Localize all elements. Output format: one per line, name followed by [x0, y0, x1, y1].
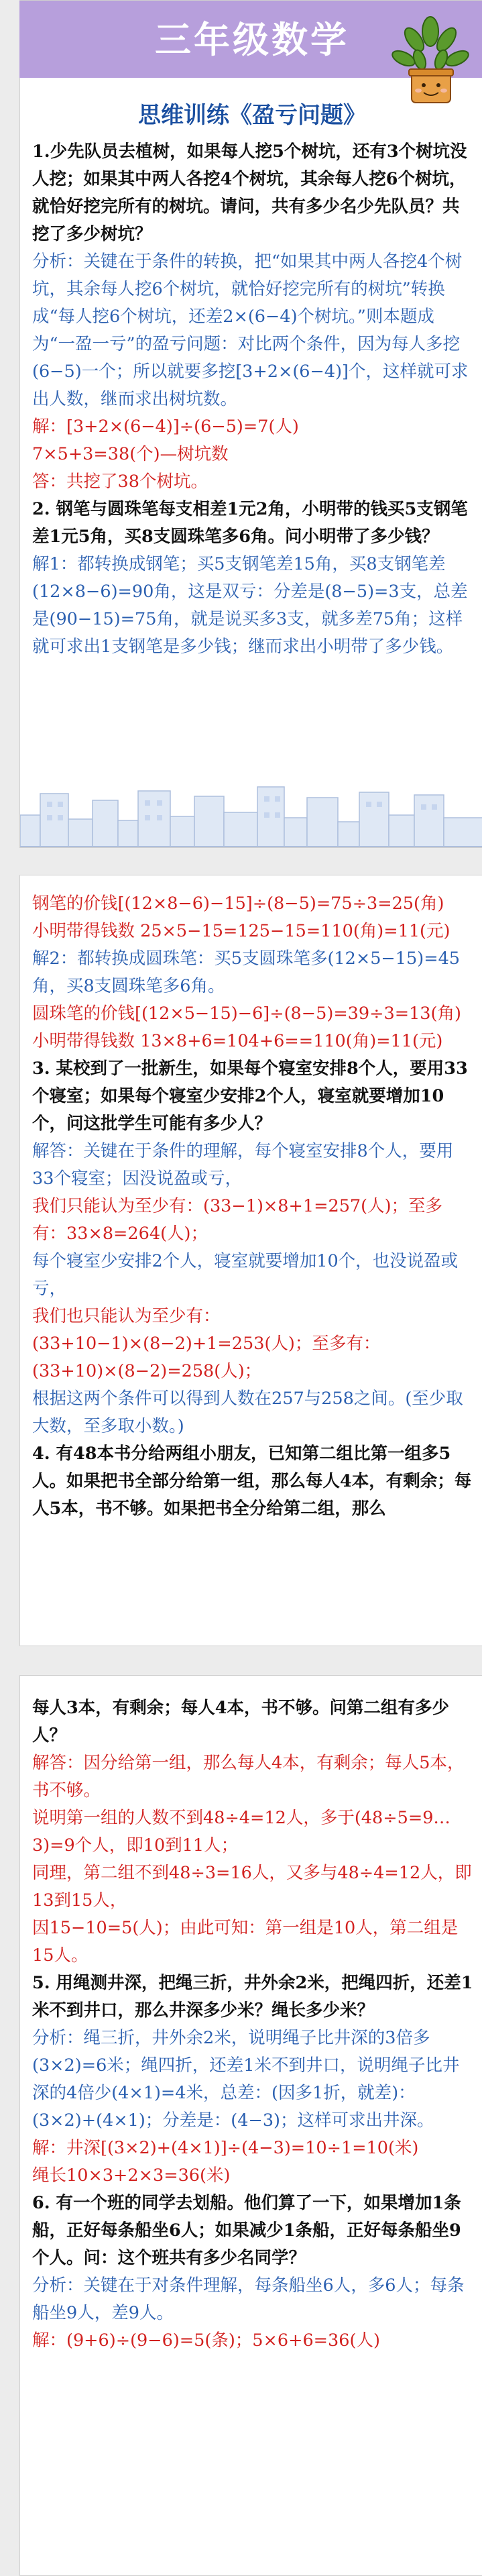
page-1 [19, 0, 482, 848]
analysis-3c: 每个寝室少安排2个人，寝室就要增加10个，也没说盈或亏， [32, 1251, 459, 1299]
result-ballpen-price: 圆珠笔的价钱[(12×5−15)−6]÷(8−5)=39÷3=13(角) [32, 1004, 461, 1024]
result-money-1: 小明带得钱数 25×5−15=125−15=110(角)=11(元) [32, 921, 450, 941]
solution-4b: 说明第一组的人数不到48÷4=12人，多于(48÷5=9…3)=9个人，即10到11人； [32, 1808, 450, 1856]
page-title: 三年级数学 [155, 18, 349, 61]
potted-plant-icon [387, 11, 475, 112]
analysis-1: 分析：关键在于条件的转换，把“如果其中两人各挖4个树坑，其余每人挖6个树坑，就恰好挖完所有的树坑”转换成“每人挖6个树坑，还差2×(6−4)个树坑。”则本题成为“一盈一亏”的盈亏问题：对比两个条件，因为每人多挖(6−5)一个；所以就要多挖[3+2×(6−4)]个，这样就可求出人数，继而求出树坑数。 [32, 252, 469, 409]
page-2 [19, 875, 482, 1646]
question-3: 3. 某校到了一批新生，如果每个寝室安排8个人，要用33个寝室；如果每个寝室少安排2个人，寝室就要增加10个，问这批学生可能有多少人？ [32, 1059, 468, 1134]
analysis-3a: 解答：关键在于条件的理解，每个寝室安排8个人，要用33个寝室；因没说盈或亏， [32, 1141, 454, 1189]
question-1: 1.少先队员去植树，如果每人挖5个树坑，还有3个树坑没人挖；如果其中两人各挖4个树坑，其余每人挖6个树坑，就恰好挖完所有的树坑。请问，共有多少名少先队员？共挖了多少树坑？ [32, 142, 467, 244]
question-5: 5. 用绳测井深，把绳三折，井外余2米，把绳四折，还差1米不到井口，那么井深多少米？绳长多少米？ [32, 1973, 473, 2021]
solution-3b: 我们只能认为至少有：(33−1)×8+1=257(人)；至多有：33×8=264(人)； [32, 1196, 443, 1244]
page-subtitle: 思维训练《盈亏问题》 [138, 102, 366, 129]
answer-1: 答：共挖了38个树坑。 [32, 472, 208, 492]
result-money-2: 小明带得钱数 13×8+6=104+6==110(角)=11(元) [32, 1031, 443, 1051]
analysis-5: 分析：绳三折，井外余2米，说明绳子比井深的3倍多(3×2)=6米；绳四折，还差1米不到井口，说明绳子比井深的4倍少(4×1)=4米，总差：(因多1折，就差)：(3×2)+(4×1)；分差是：(4−3)；这样可求出井深。 [32, 2028, 460, 2131]
page3-content [32, 1695, 475, 2355]
solution-5a: 解：井深[(3×2)+(4×1)]÷(4−3)=10÷1=10(米) [32, 2138, 419, 2158]
question-4-cont: 每人3本，有剩余；每人4本，书不够。问第二组有多少人？ [32, 1698, 449, 1746]
solution-6: 解：(9+6)÷(9−6)=5(条)；5×6+6=36(人) [32, 2330, 380, 2351]
solution-4d: 因15−10=5(人)；由此可知：第一组是10人，第二组是15人。 [32, 1918, 459, 1966]
analysis-6: 分析：关键在于对条件理解，每条船坐6人，多6人；每条船坐9人，差9人。 [32, 2275, 465, 2323]
question-2: 2. 钢笔与圆珠笔每支相差1元2角，小明带的钱买5支钢笔差1元5角，买8支圆珠笔多6角。问小明带了多少钱？ [32, 499, 468, 547]
page-3 [19, 1675, 482, 2576]
solution-1b: 7×5+3=38(个)—树坑数 [32, 444, 229, 464]
solution-3d: 我们也只能认为至少有：(33+10−1)×(8−2)+1=253(人)；至多有：(33+10)×(8−2)=258(人)； [32, 1306, 381, 1381]
solution-1a: 解：[3+2×(6−4)]÷(6−5)=7(人) [32, 417, 299, 437]
solution-4c: 同理，第二组不到48÷3=16人，又多与48÷4=12人，即13到15人， [32, 1863, 472, 1911]
page2-content [32, 890, 475, 1523]
analysis-2b: 解2：都转换成圆珠笔：买5支圆珠笔多(12×5−15)=45角，买8支圆珠笔多6角。 [32, 949, 461, 996]
page1-content [32, 138, 475, 661]
solution-4a: 解答：因分给第一组，那么每人4本，有剩余；每人5本，书不够。 [32, 1753, 465, 1801]
analysis-2: 解1：都转换成钢笔；买5支钢笔差15角，买8支钢笔差(12×8−6)=90角，这是双亏：分差是(8−5)=3支，总差是(90−15)=75角，就是说买多3支，就多差75角；这样就可求出1支钢笔是多少钱；继而求出小明带了多少钱。 [32, 554, 468, 657]
conclusion-3: 根据这两个条件可以得到人数在257与258之间。(至少取大数，至多取小数。) [32, 1389, 463, 1436]
city-skyline-icon [20, 753, 482, 847]
solution-5b: 绳长10×3+2×3=36(米) [32, 2165, 231, 2186]
result-pen-price: 钢笔的价钱[(12×8−6)−15]÷(8−5)=75÷3=25(角) [32, 894, 444, 914]
question-6: 6. 有一个班的同学去划船。他们算了一下，如果增加1条船，正好每条船坐6人；如果减少1条船，正好每条船坐9个人。问：这个班共有多少名同学？ [32, 2193, 461, 2268]
question-4: 4. 有48本书分给两组小朋友，已知第二组比第一组多5人。如果把书全部分给第一组，那么每人4本，有剩余；每人5本，书不够。如果把书全分给第二组，那么 [32, 1444, 472, 1519]
